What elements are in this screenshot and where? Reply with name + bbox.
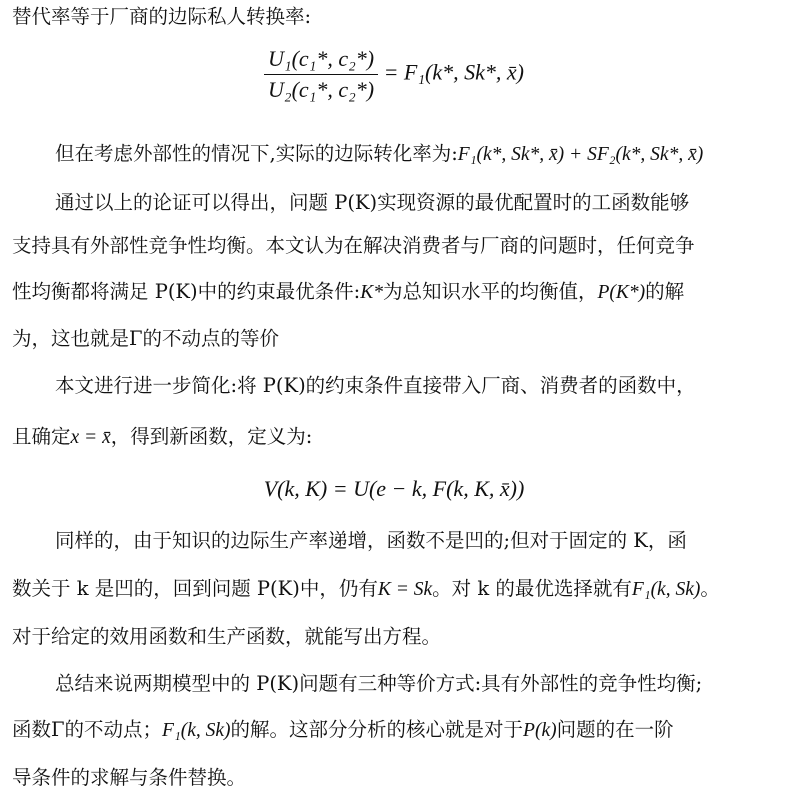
inline-math: P(K*)	[597, 282, 646, 303]
paragraph-line: 本文进行进一步简化:将 P(K)的约束条件直接带入厂商、消费者的函数中，	[55, 374, 696, 397]
inline-math: x = x̄	[70, 427, 111, 448]
text-run: 。	[700, 577, 720, 600]
text-run: 的解	[645, 280, 685, 303]
text-run: 性均衡都将满足 P(K)中的约束最优条件:	[12, 280, 361, 303]
equation-rhs: = F₁(k*, Sk*, x̄)	[383, 59, 524, 85]
paragraph-line: 支持具有外部性竞争性均衡。本文认为在解决消费者与厂商的问题时，任何竞争	[12, 234, 695, 257]
paragraph-line: 为，这也就是Γ的不动点的等价	[12, 327, 280, 350]
text-run: ，得到新函数，定义为:	[110, 425, 313, 448]
text-run: 问题的在一阶	[556, 718, 674, 741]
paragraph-line: 总结来说两期模型中的 P(K)问题有三种等价方式:具有外部性的竞争性均衡;	[55, 672, 703, 695]
inline-math: F₁(k, Sk)	[631, 579, 701, 600]
paragraph-line	[12, 717, 778, 744]
inline-math: K = Sk	[377, 579, 433, 600]
paragraph-line	[12, 424, 778, 451]
text-run: 。对 k 的最优选择就有	[432, 577, 632, 600]
paragraph-line: 导条件的求解与条件替换。	[12, 766, 247, 789]
inline-math: P(k)	[523, 720, 557, 741]
paragraph-line	[12, 279, 778, 306]
text-run: 数关于 k 是凹的，回到问题 P(K)中，仍有	[12, 577, 378, 600]
inline-math: F₁(k*, Sk*, x̄) + SF₂(k*, Sk*, x̄)	[457, 144, 704, 165]
equation-value-function: V(k, K) = U(e − k, F(k, K, x̄))	[263, 476, 525, 501]
paragraph-line: 同样的，由于知识的边际生产率递增，函数不是凹的;但对于固定的 K，函	[55, 529, 687, 552]
inline-math: K*	[360, 282, 383, 303]
text-run: 为总知识水平的均衡值，	[382, 280, 598, 303]
fraction-denominator: U₂(c₁*, c₂*)	[268, 77, 375, 102]
text-run: 的解。这部分分析的核心就是对于	[230, 718, 524, 741]
fraction	[264, 46, 378, 103]
text-run: 且确定	[12, 425, 71, 448]
text-run: 函数Γ的不动点；	[12, 718, 163, 741]
paragraph-line: 替代率等于厂商的边际私人转换率:	[12, 5, 312, 28]
fraction-numerator: U₁(c₁*, c₂*)	[264, 46, 378, 75]
paragraph-line	[55, 141, 778, 168]
text-run: 但在考虑外部性的情况下,实际的边际转化率为:	[55, 142, 458, 165]
inline-math: F₁(k, Sk)	[162, 720, 231, 741]
paragraph-line: 通过以上的论证可以得出，问题 P(K)实现资源的最优配置时的工函数能够	[55, 191, 690, 214]
paragraph-line	[12, 576, 778, 603]
paragraph-line: 对于给定的效用函数和生产函数，就能写出方程。	[12, 625, 442, 648]
equation-mrs	[0, 46, 788, 103]
